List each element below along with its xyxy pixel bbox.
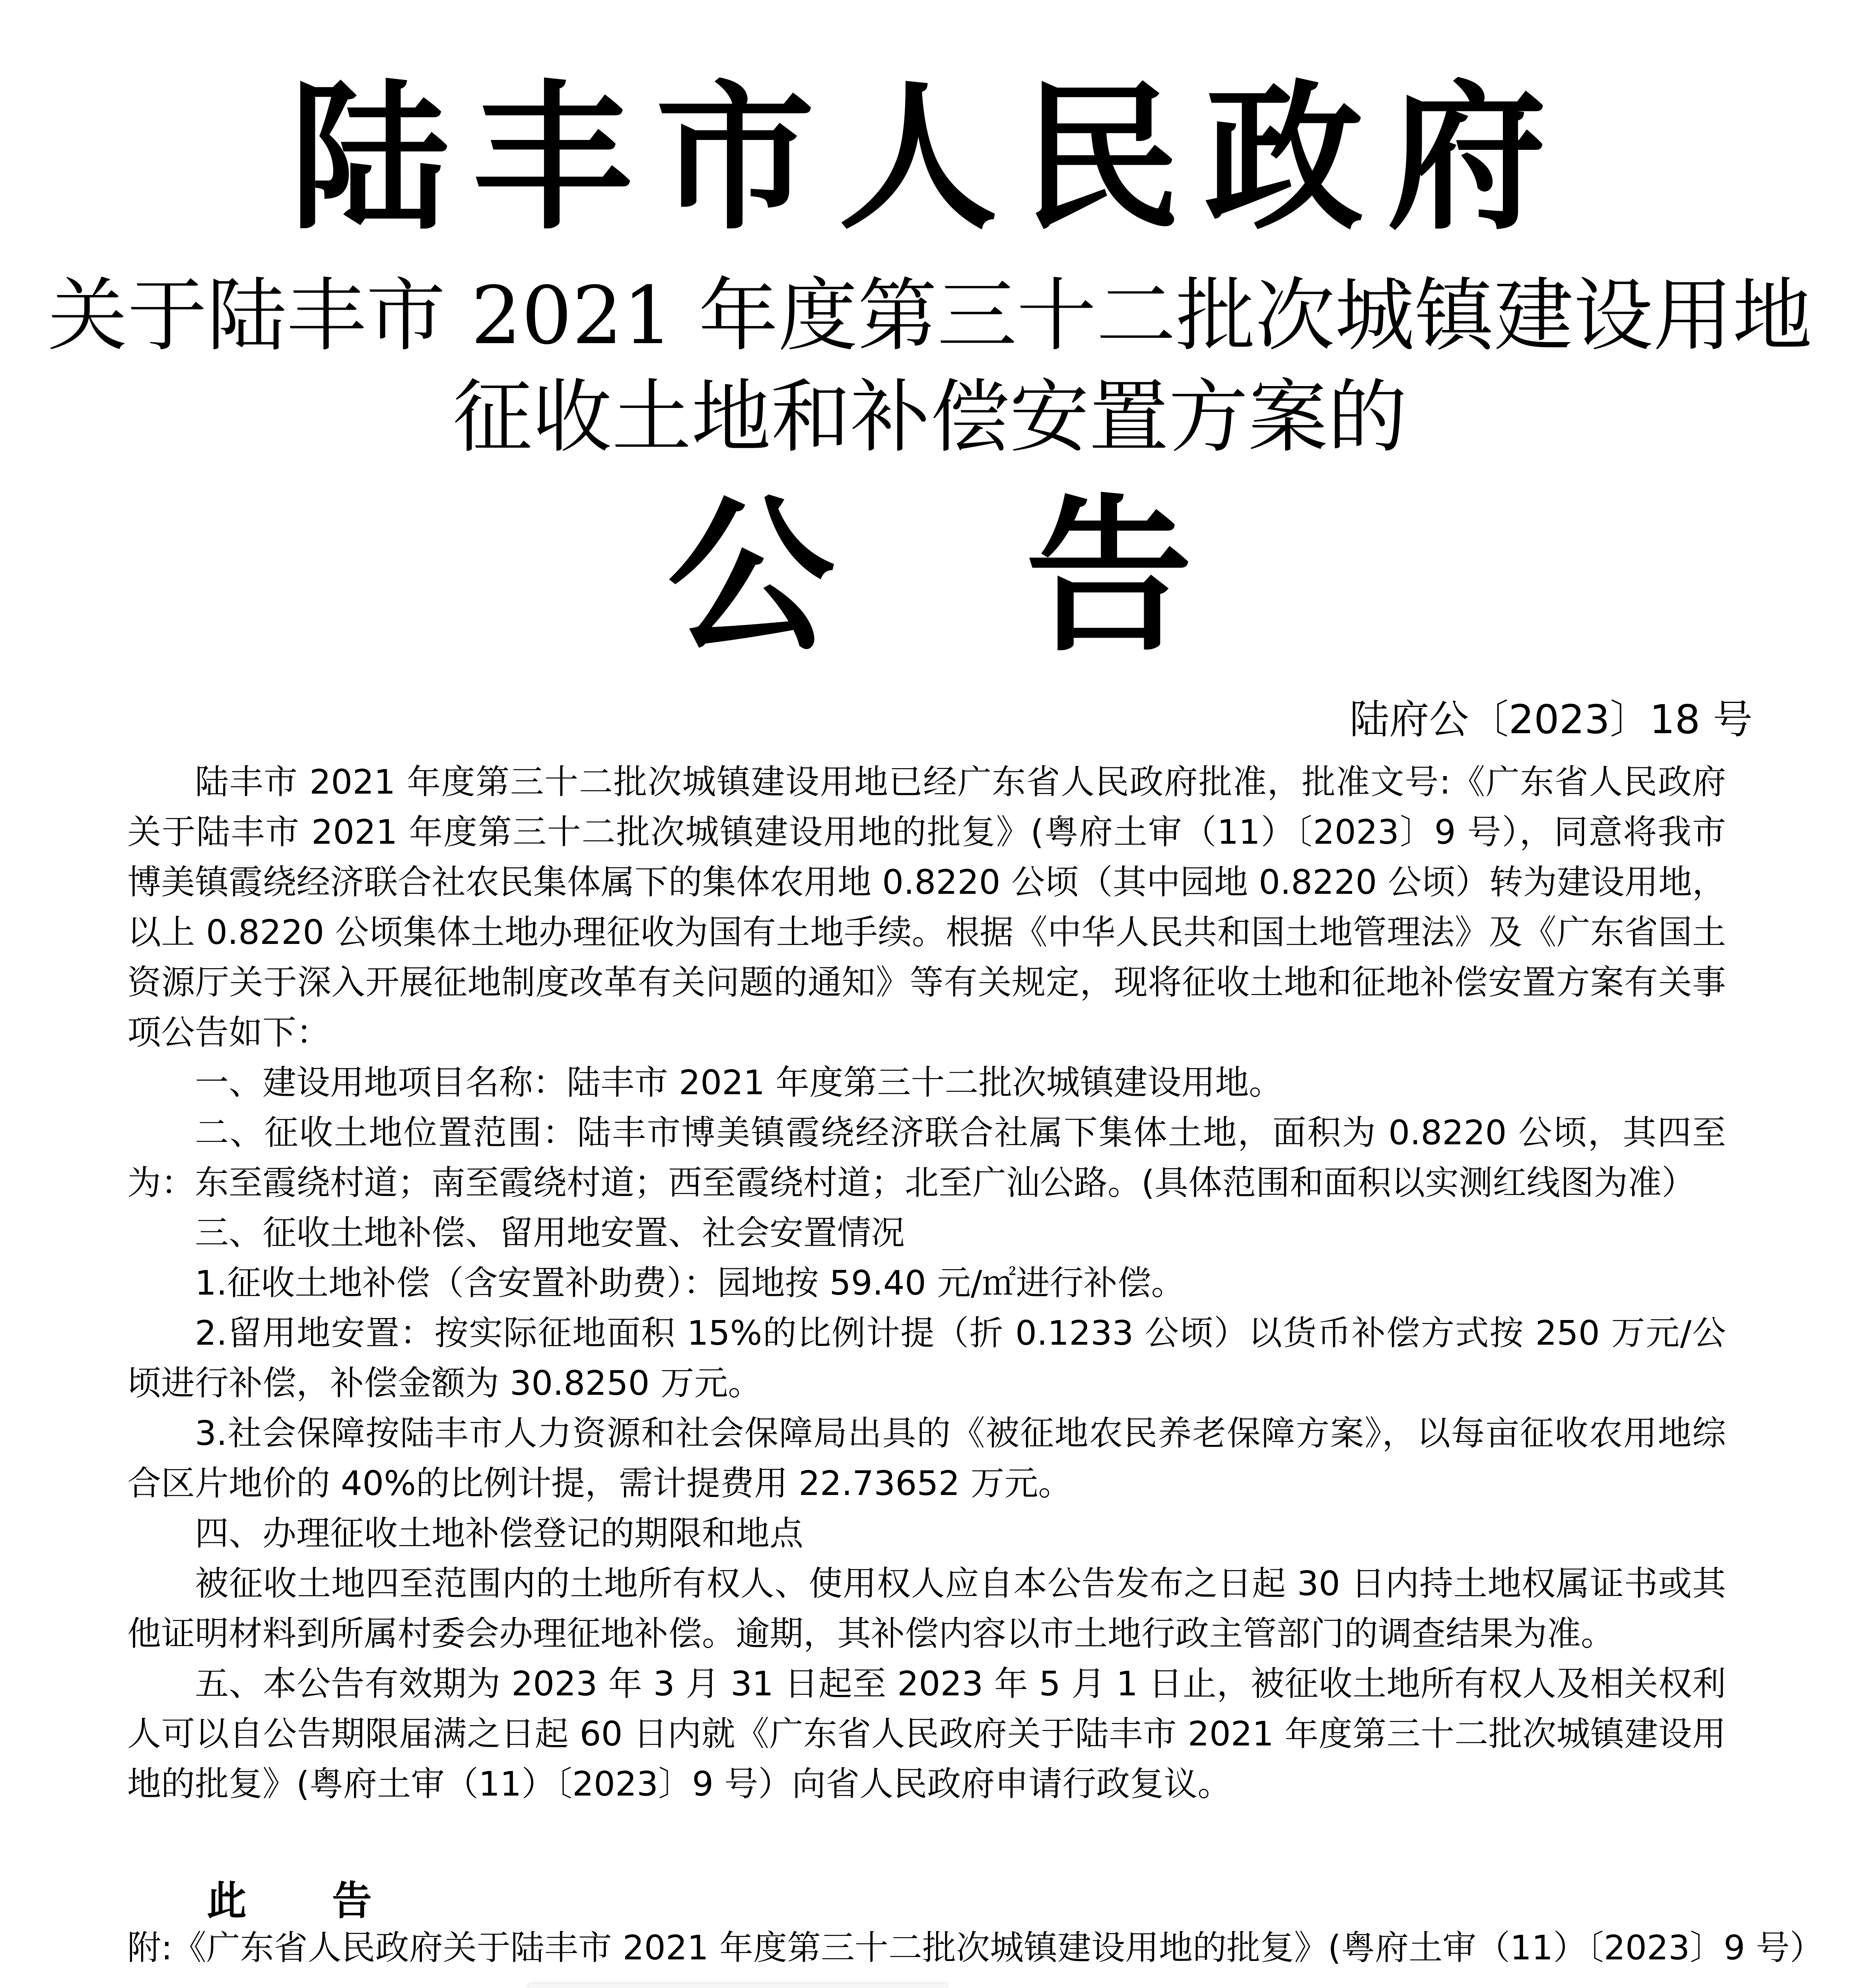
paragraph-item-3: 三、征收土地补偿、留用地安置、社会安置情况 <box>195 1213 905 1253</box>
notice-heading <box>0 478 1860 674</box>
paragraph-item-4: 四、办理征收土地补偿登记的期限和地点 <box>195 1514 804 1553</box>
subtitle-line1: 关于陆丰市 2021 年度第三十二批次城镇建设用地 <box>48 270 1812 362</box>
paragraph-item-4-detail: 被征收土地四至范围内的土地所有权人、使用权人应自本公告发布之日起 30 日内持土地权属证书或其他证明材料到所属村委会办理征地补偿。逾期，其补偿内容以市土地行政主管部门的调查结果为准。 <box>127 1564 1726 1654</box>
attachment-page-2 <box>529 1984 947 1988</box>
paragraph-item-3-1: 1.征收土地补偿（含安置补助费）：园地按 59.40 元/㎡进行补偿。 <box>195 1264 1185 1303</box>
issuer-title: 陆丰市人民政府 <box>290 66 1570 251</box>
paragraph-item-3-3: 3.社会保障按陆丰市人力资源和社会保障局出具的《被征地农民养老保障方案》，以每亩征收农用地综合区片地价的 40%的比例计提，需计提费用 22.73652 万元。 <box>127 1414 1726 1503</box>
paragraph-intro: 陆丰市 2021 年度第三十二批次城镇建设用地已经广东省人民政府批准，批准文号:《广东省人民政府关于陆丰市 2021 年度第三十二批次城镇建设用地的批复》(粤府土审（11）〔2023〕9 号），同意将我市博美镇霞绕经济联合社农民集体属下的集体农用地 0.8220 公顷（其中园地 0.8220 公顷）转为建设用地，以上 0.8220 公顷集体土地办理征收为国有土地手续。根据《中华人民共和国土地管理法》及《广东省国土资源厅关于深入开展征地制度改革有关问题的通知》等有关规定，现将征收土地和征地补偿安置方案有关事项公告如下： <box>127 763 1726 1052</box>
paragraph-item-3-2: 2.留用地安置：按实际征地面积 15%的比例计提（折 0.1233 公顷）以货币补偿方式按 250 万元/公顷进行补偿，补偿金额为 30.8250 万元。 <box>127 1314 1726 1403</box>
document-number: 陆府公〔2023〕18 号 <box>1349 696 1753 743</box>
closing-phrase: 此 告 <box>207 1877 408 1924</box>
paragraph-item-1: 一、建设用地项目名称：陆丰市 2021 年度第三十二批次城镇建设用地。 <box>195 1063 1283 1103</box>
paragraph-item-2: 二、征收土地位置范围：陆丰市博美镇霞绕经济联合社属下集体土地，面积为 0.8220 公顷，其四至为：东至霞绕村道；南至霞绕村道；西至霞绕村道；北至广汕公路。(具体范围和面积以实测红线图为准） <box>127 1113 1726 1203</box>
paragraph-item-5: 五、本公告有效期为 2023 年 3 月 31 日起至 2023 年 5 月 1 日止，被征收土地所有权人及相关权利人可以自公告期限届满之日起 60 日内就《广东省人民政府关于陆丰市 2021 年度第三十二批次城镇建设用地的批复》(粤府土审（11）〔2023〕9 号）向省人民政府申请行政复议。 <box>127 1664 1726 1804</box>
notice-body <box>127 757 1726 1809</box>
attachment-line: 附:《广东省人民政府关于陆丰市 2021 年度第三十二批次城镇建设用地的批复》(粤府土审（11）〔2023〕9 号） <box>127 1928 1824 1968</box>
notice-char1: 公 <box>667 478 835 674</box>
subtitle-line2: 征收土地和补偿安置方案的 <box>453 371 1407 464</box>
notice-char2: 告 <box>1025 478 1193 674</box>
